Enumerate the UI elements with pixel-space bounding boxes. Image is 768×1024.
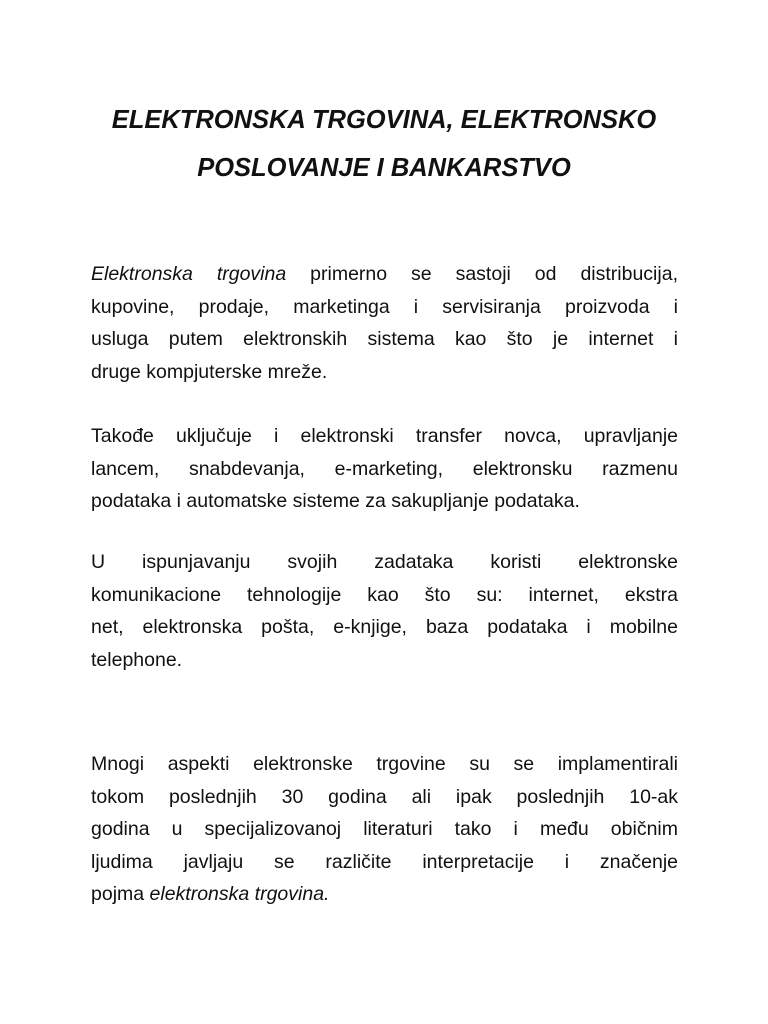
paragraph-1-line-3: usluga putem elektronskih sistema kao što je internet i [91,328,678,350]
paragraph-3-line-3: net, elektronska pošta, e-knjige, baza podataka i mobilne [91,616,678,638]
paragraph-1 [91,258,678,388]
paragraph-4-line-4: ljudima javljaju se različite interpretacije i značenje [91,850,678,873]
paragraph-3-line-2: komunikacione tehnologije kao što su: internet, ekstra [91,583,678,606]
paragraph-1-line-2: kupovine, prodaje, marketinga i servisiranja proizvoda i [91,295,678,318]
paragraph-4-line-5-text: pojma [91,883,150,905]
paragraph-2 [91,420,678,518]
title-line-2: POSLOVANJE I BANKARSTVO [197,154,571,182]
paragraph-3-line-4: telephone. [91,648,183,671]
paragraph-2-line-2: lancem, snabdevanja, e-marketing, elektronsku razmenu [91,457,678,480]
paragraph-4-line-3: godina u specijalizovanoj literaturi tako i među običnim [91,818,678,840]
paragraph-4-line-2: tokom poslednjih 30 godina ali ipak poslednjih 10-ak [91,785,678,808]
paragraph-1-emphasis: Elektronska trgovina [91,263,287,285]
paragraph-3-line-1: U ispunjavanju svojih zadataka koristi elektronske [91,551,678,573]
paragraph-1-line-4: druge kompjuterske mreže. [91,360,328,383]
paragraph-3 [91,546,678,676]
paragraph-4 [91,748,678,911]
paragraph-4-line-5 [91,878,678,911]
paragraph-2-line-3: podataka i automatske sisteme za sakupljanje podataka. [91,490,580,512]
title-line-1: ELEKTRONSKA TRGOVINA, ELEKTRONSKO [111,106,657,134]
paragraph-2-line-1: Takođe uključuje i elektronski transfer novca, upravljanje [91,425,678,447]
paragraph-1-line-1 [91,258,678,291]
document-title [60,96,708,192]
paragraph-4-emphasis: elektronska trgovina. [149,883,330,905]
paragraph-4-line-1: Mnogi aspekti elektronske trgovine su se implamentirali [91,753,678,775]
paragraph-1-line-1-text: primerno se sastoji od distribucija, [286,263,678,285]
